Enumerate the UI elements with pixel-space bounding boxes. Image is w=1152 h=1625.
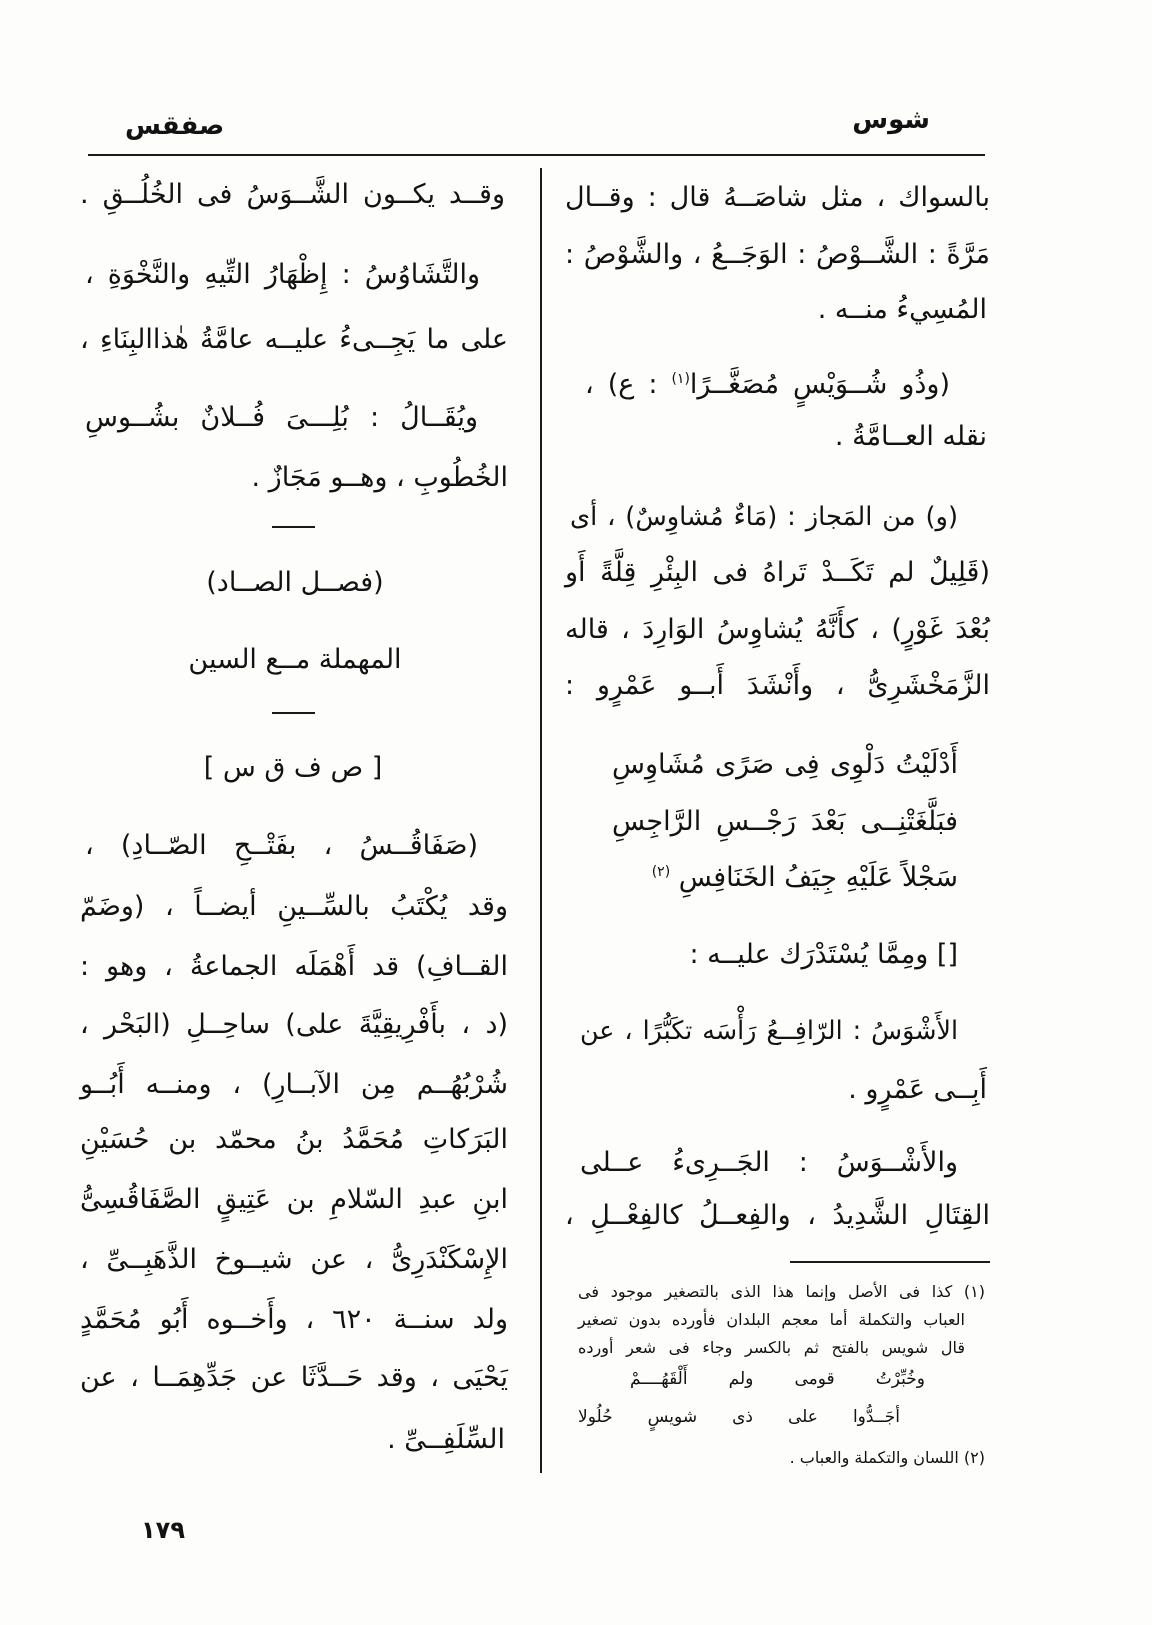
- separator-rule: [272, 712, 315, 714]
- verse-line: فبَلَّغَتْنِــى بَعْدَ رَجْــسِ الرَّاجِسِ: [612, 806, 958, 837]
- text-line: [] ومِمَّا يُسْتَدْرَك عليــه :: [689, 939, 958, 970]
- text-segment: : ع) ،: [585, 369, 672, 400]
- text-line: على ما يَجِــىءُ عليــه عامَّةُ هٰذاالبِنَاءِ ،: [80, 324, 508, 355]
- page-number: ١٧٩: [141, 1516, 185, 1544]
- text-segment: سَجْلاً عَلَيْهِ جِيَفُ الخَنَافِسِ: [678, 862, 958, 893]
- text-line: وقد يُكْتَبُ بالسِّــينِ أيضــاً ، (وضَمّ: [80, 891, 508, 922]
- footnote-line: العباب والتكملة أما معجم البلدان فأورده بدون تصغير: [578, 1310, 965, 1329]
- column-divider: [540, 168, 542, 1473]
- footnote-line: (٢) اللسان والتكملة والعباب .: [789, 1448, 985, 1467]
- text-segment: (وذُو شُــوَيْسٍ مُصَغَّــرًا: [689, 369, 951, 400]
- text-line: (قَلِيلٌ لم تَكَــدْ تَراهُ فى البِئْرِ قِلَّةً أَو: [565, 557, 990, 588]
- text-line: وقــد يكــون الشَّــوَسُ فى الخُلُــقِ .: [80, 179, 505, 210]
- footnote-marker: (١): [671, 371, 690, 387]
- verse-line: أَدْلَيْتُ دَلْوِى فِى صَرًى مُشَاوِسِ: [612, 749, 958, 780]
- text-line: القــافِ) قد أَهْمَلَه الجماعةُ ، وهو :: [80, 951, 508, 982]
- text-line: بالسواك ، مثل شاصَــهُ قال : وقــال: [565, 182, 990, 213]
- header-rule: [88, 154, 985, 156]
- text-line: بُعْدَ غَوْرٍ) ، كأَنَّهُ يُشاوِسُ الوَارِدَ ، قاله: [565, 614, 990, 645]
- text-line: المُسِيءُ منــه .: [817, 294, 987, 325]
- root-heading: [ ص ف ق س ]: [203, 752, 383, 783]
- running-head-left: صفقس: [125, 111, 225, 141]
- text-line: ابنِ عبدِ السّلامِ بن عَتِيقٍ الصَّفَاقُسِىُّ: [80, 1184, 508, 1215]
- footnote-marker: (٢): [651, 864, 671, 880]
- text-line: ولد سنــة ٦٢٠ ، وأَخــوه أَبُو مُحَمَّدٍ: [80, 1304, 509, 1335]
- text-line: يَحْيَى ، وقد حَــدَّثَا عن جَدِّهِمَــا ، عن: [80, 1362, 508, 1393]
- footnote-line: قال شويس بالفتح ثم بالكسر وجاء فى شعر أورده: [578, 1338, 965, 1357]
- text-line: [585, 363, 950, 407]
- text-line: (و) من المَجاز : (مَاءٌ مُشاوِسٌ) ، أى: [570, 502, 958, 532]
- text-line: نقله العــامَّةُ .: [834, 421, 987, 452]
- text-line: البَرَكاتِ مُحَمَّدُ بنُ محمّد بن حُسَيْنِ: [80, 1124, 508, 1155]
- verse-line: [612, 856, 958, 900]
- text-line: والأَشْــوَسُ : الجَــرِىءُ عــلى: [580, 1147, 958, 1178]
- text-line: (د ، بأَفْرِيقِيَّةَ على) ساحِــلِ (البَحْر ،: [80, 1009, 508, 1040]
- section-heading: (فصــل الصــاد): [206, 567, 384, 598]
- text-line: (صَفَاقُــسُ ، بفَتْــحِ الصّــادِ) ،: [85, 830, 478, 861]
- footnote-verse-line: وخُبِّرْتُ قومى ولم أَلْقَهُــــمْ: [630, 1369, 925, 1389]
- text-line: الزَّمَخْشَرِىُّ ، وأَنْشَدَ أَبــو عَمْرٍو :: [565, 670, 990, 701]
- footnote-line: (١) كذا فى الأصل وإنما هذا الذى بالتصغير موجود فى: [578, 1282, 985, 1301]
- separator-rule: [272, 526, 315, 528]
- text-line: ويُقَــالُ : بُلِـــىَ فُــلانٌ بشُــوسِ: [85, 402, 478, 433]
- text-line: مَرَّةً : الشَّــوْصُ : الوَجَــعُ ، والشَّوْصُ :: [565, 239, 990, 270]
- text-line: الأَشْوَسُ : الرّافِــعُ رَأْسَه تكَبُّرًا ، عن: [580, 1015, 958, 1045]
- text-line: الخُطُوبِ ، وهــو مَجَازٌ .: [251, 462, 508, 493]
- running-head-right: شوس: [852, 105, 930, 135]
- text-line: أَبِــى عَمْرٍو .: [848, 1074, 987, 1105]
- text-line: شُرْبُهُــم مِن الآبــارِ) ، ومنــه أَبُــو: [80, 1069, 508, 1100]
- text-line: الإِسْكَنْدَرِىُّ ، عن شيــوخ الذَّهَبِــىِّ ،: [80, 1244, 508, 1275]
- text-line: والتَّشَاوُسُ : إِظْهَارُ التِّيهِ والنَّخْوَةِ ،: [85, 259, 480, 290]
- text-line: القِتَالِ الشَّدِيدُ ، والفِعــلُ كالفِعْــلِ ،: [565, 1200, 990, 1231]
- section-subheading: المهملة مــع السين: [188, 644, 402, 675]
- footnote-verse-line: أجَــدُّوا على ذى شويسٍ حُلُولا: [578, 1407, 900, 1427]
- text-line: السِّلَفِــىِّ .: [387, 1424, 505, 1455]
- footnote-rule: [790, 1261, 990, 1263]
